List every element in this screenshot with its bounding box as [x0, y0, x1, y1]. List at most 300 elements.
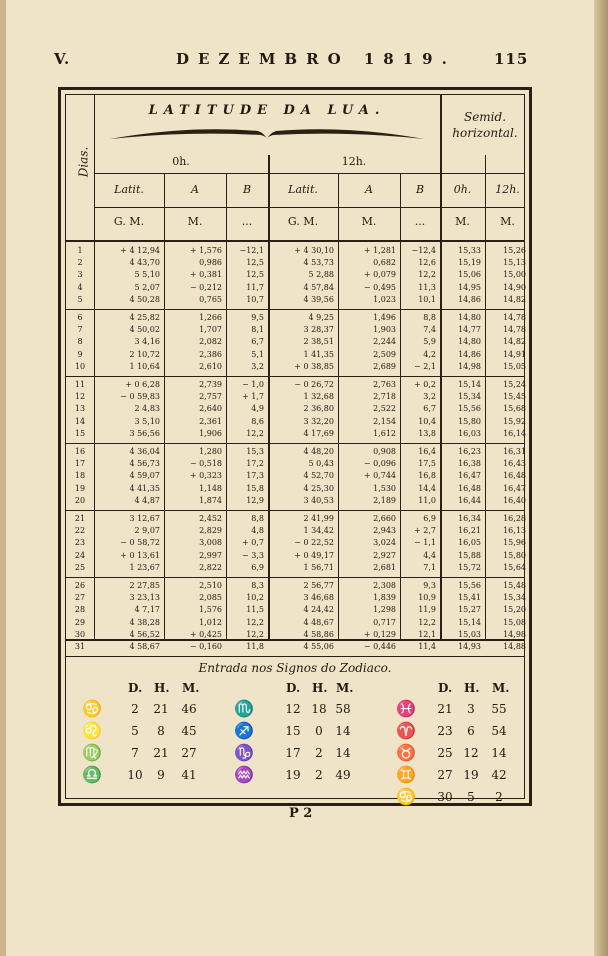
- table-cell: + 0,079: [363, 270, 396, 280]
- zodiac-sign-icon: ♋: [82, 699, 102, 718]
- zodiac-value: 58: [335, 702, 351, 716]
- table-cell: 2,386: [199, 349, 222, 359]
- table-cell: 1,839: [373, 593, 396, 603]
- table-cell: 15,68: [503, 404, 526, 414]
- table-cell: 3 28,37: [303, 325, 334, 335]
- zodiac-sign-icon: ♈: [396, 721, 416, 740]
- rule: [94, 173, 524, 174]
- page-edge: [594, 0, 608, 956]
- zodiac-value: 46: [181, 702, 197, 716]
- table-cell: 2,308: [373, 581, 396, 590]
- table-cell: 7,4: [423, 325, 436, 335]
- table-cell: 2,763: [373, 380, 396, 389]
- zodiac-value: 2: [315, 746, 323, 760]
- table-cell: + 0,2: [414, 380, 436, 389]
- group-rule: [66, 309, 524, 310]
- table-cell: 15,45: [503, 392, 526, 402]
- table-cell: 15,13: [503, 258, 526, 268]
- table-cell: 0,765: [199, 294, 222, 304]
- zodiac-value: 14: [335, 724, 351, 738]
- unit-head: ...: [414, 215, 426, 228]
- table-cell: 4 43,70: [129, 258, 160, 268]
- table-cell: 16,47: [458, 471, 481, 481]
- table-cell: 16,13: [503, 526, 526, 536]
- table-cell: 1,903: [373, 325, 396, 335]
- table-cell: 0,986: [199, 258, 222, 268]
- table-cell: 15,34: [503, 593, 526, 603]
- table-cell: 12,5: [246, 270, 264, 280]
- table-cell: 1,023: [373, 294, 396, 304]
- group-rule: [66, 577, 524, 578]
- table-cell: − 0,446: [363, 642, 396, 651]
- table-cell: 12,1: [418, 629, 436, 639]
- zodiac-value: 2: [315, 768, 323, 782]
- day-number: 29: [74, 617, 86, 627]
- table-cell: 17,3: [246, 471, 264, 481]
- table-cell: − 0,096: [363, 459, 396, 469]
- table-cell: + 0 13,61: [120, 550, 160, 560]
- day-number: 20: [74, 495, 86, 505]
- semid-header: [440, 95, 530, 155]
- table-cell: 10,1: [418, 294, 436, 304]
- rule: [66, 240, 524, 242]
- zodiac-value: 17: [285, 746, 301, 760]
- table-cell: 4 24,42: [303, 605, 334, 615]
- table-cell: 6,7: [423, 404, 436, 414]
- table-cell: 3 40,53: [303, 495, 334, 505]
- zodiac-col-head: M.: [182, 681, 200, 695]
- table-cell: 15,08: [503, 617, 526, 627]
- table-cell: 4 57,84: [303, 282, 334, 292]
- table-cell: 2,681: [373, 562, 396, 572]
- table-cell: 11,4: [418, 642, 436, 651]
- table-cell: 2 4,83: [134, 404, 160, 414]
- column-head: B: [415, 183, 425, 196]
- table-cell: 16,31: [503, 447, 526, 456]
- group-rule: [66, 510, 524, 511]
- rule: [94, 207, 524, 208]
- table-cell: 2 56,77: [303, 581, 334, 590]
- table-cell: 3,008: [199, 538, 222, 548]
- zodiac-value: 10: [127, 768, 143, 782]
- table-cell: 16,23: [458, 447, 481, 456]
- table-cell: 5,9: [423, 337, 436, 347]
- table-cell: 2 9,07: [134, 526, 160, 536]
- table-cell: − 0,212: [189, 282, 222, 292]
- table-cell: 1 10,64: [129, 361, 160, 371]
- table-cell: 14,77: [458, 325, 481, 335]
- table-cell: + 0 6,28: [125, 380, 160, 389]
- table-cell: + 2,7: [414, 526, 436, 536]
- table-cell: 2 41,99: [303, 514, 334, 523]
- table-cell: 15,80: [503, 550, 526, 560]
- table-cell: 16,4: [418, 447, 436, 456]
- zodiac-value: 14: [491, 746, 507, 760]
- zodiac-value: 12: [285, 702, 301, 716]
- table-cell: 1,906: [199, 428, 222, 438]
- zodiac-value: 21: [153, 702, 169, 716]
- table-cell: 2,829: [199, 526, 222, 536]
- column-head: B: [242, 183, 252, 196]
- table-cell: 2,943: [373, 526, 396, 536]
- table-cell: −12,1: [239, 246, 264, 255]
- zodiac-value: 0: [315, 724, 323, 738]
- rule: [338, 173, 339, 639]
- rule: [485, 155, 486, 639]
- table-cell: 4 7,17: [134, 605, 160, 615]
- day-number: 4: [77, 282, 83, 292]
- table-cell: + 0,744: [363, 471, 396, 481]
- zodiac-value: 15: [285, 724, 301, 738]
- zodiac-value: 7: [131, 746, 139, 760]
- table-cell: 14,98: [458, 361, 481, 371]
- latitude-header: [94, 95, 442, 155]
- table-cell: 2 27,85: [129, 581, 160, 590]
- table-cell: + 0 49,17: [294, 550, 334, 560]
- table-cell: 11,0: [418, 495, 436, 505]
- table-cell: + 4 30,10: [294, 246, 334, 255]
- table-cell: 16,48: [503, 471, 526, 481]
- table-cell: 15,34: [458, 392, 481, 402]
- table-cell: 1,707: [199, 325, 222, 335]
- table-cell: + 0,7: [242, 538, 264, 548]
- table-cell: 4 59,07: [129, 471, 160, 481]
- table-cell: 4 48,67: [303, 617, 334, 627]
- day-number: 26: [74, 581, 86, 590]
- book-page: [6, 0, 596, 956]
- day-number: 18: [74, 471, 86, 481]
- table-cell: 14,4: [418, 483, 436, 493]
- column-head: Latit.: [288, 183, 318, 196]
- table-cell: 4 50,02: [129, 325, 160, 335]
- table-cell: 16,8: [418, 471, 436, 481]
- table-cell: 1 32,68: [303, 392, 334, 402]
- signature-mark: P 2: [289, 806, 313, 821]
- table-cell: 15,24: [503, 380, 526, 389]
- table-cell: 4,9: [251, 404, 264, 414]
- zodiac-col-head: M.: [492, 681, 510, 695]
- zodiac-value: 19: [285, 768, 301, 782]
- table-cell: + 1,7: [242, 392, 264, 402]
- table-cell: 14,80: [458, 313, 481, 322]
- table-cell: 4 52,70: [303, 471, 334, 481]
- table-cell: 5 2,88: [308, 270, 334, 280]
- table-cell: 3 4,16: [134, 337, 160, 347]
- table-cell: 8,3: [251, 581, 264, 590]
- zodiac-value: 2: [495, 790, 503, 804]
- table-cell: 11,5: [246, 605, 264, 615]
- table-cell: 14,86: [458, 294, 481, 304]
- table-cell: 16,03: [458, 428, 481, 438]
- table-cell: 14,78: [503, 325, 526, 335]
- table-cell: 6,9: [251, 562, 264, 572]
- table-cell: 15,14: [458, 617, 481, 627]
- brace-decoration: [108, 123, 426, 141]
- table-cell: 15,72: [458, 562, 481, 572]
- zodiac-col-head: D.: [286, 681, 301, 695]
- column-head: A: [191, 183, 199, 196]
- zodiac-value: 5: [467, 790, 475, 804]
- table-cell: 6,7: [251, 337, 264, 347]
- day-number: 1: [77, 246, 83, 255]
- table-cell: 15,20: [503, 605, 526, 615]
- table-cell: 2,082: [199, 337, 222, 347]
- table-cell: 4 56,73: [129, 459, 160, 469]
- zodiac-value: 2: [131, 702, 139, 716]
- day-number: 22: [74, 526, 86, 536]
- table-cell: 1,148: [199, 483, 222, 493]
- zodiac-sign-icon: ♋: [396, 787, 416, 806]
- table-cell: 2 38,51: [303, 337, 334, 347]
- table-cell: 1,576: [199, 605, 222, 615]
- zodiac-title: Entrada nos Signos do Zodiaco.: [198, 661, 392, 675]
- day-number: 24: [74, 550, 86, 560]
- table-cell: 3 5,10: [134, 416, 160, 426]
- day-number: 10: [74, 361, 86, 371]
- table-cell: 15,41: [458, 593, 481, 603]
- zodiac-value: 27: [181, 746, 197, 760]
- table-cell: 8,1: [251, 325, 264, 335]
- table-cell: − 0,495: [363, 282, 396, 292]
- table-cell: 14,88: [503, 642, 526, 651]
- group-rule: [66, 443, 524, 444]
- day-number: 13: [74, 404, 86, 414]
- table-cell: 11,3: [418, 282, 436, 292]
- table-cell: 1,266: [199, 313, 222, 322]
- table-cell: 2,757: [199, 392, 222, 402]
- day-number: 23: [74, 538, 86, 548]
- table-cell: 11,8: [246, 642, 264, 651]
- section-mark: V.: [54, 50, 71, 68]
- table-cell: 15,8: [246, 483, 264, 493]
- table-cell: 15,27: [458, 605, 481, 615]
- table-cell: 2,660: [373, 514, 396, 523]
- table-cell: 4 48,20: [303, 447, 334, 456]
- day-number: 16: [74, 447, 86, 456]
- zodiac-value: 12: [463, 746, 479, 760]
- zodiac-col-head: H.: [464, 681, 480, 695]
- zodiac-value: 55: [491, 702, 507, 716]
- table-cell: 15,96: [503, 538, 526, 548]
- table-cell: 15,64: [503, 562, 526, 572]
- zodiac-value: 19: [463, 768, 479, 782]
- rule: [164, 173, 165, 639]
- table-cell: + 0,381: [189, 270, 222, 280]
- zodiac-sign-icon: ♒: [234, 765, 254, 784]
- table-cell: 4 58,67: [129, 642, 160, 651]
- table-cell: 4 39,56: [303, 294, 334, 304]
- zodiac-value: 30: [437, 790, 453, 804]
- dias-header: [66, 95, 95, 240]
- day-number: 7: [77, 325, 83, 335]
- zodiac-value: 27: [437, 768, 453, 782]
- unit-head: M.: [187, 215, 203, 228]
- hour-0-label: 0h.: [172, 155, 190, 168]
- table-cell: 3 46,68: [303, 593, 334, 603]
- table-cell: 1,530: [373, 483, 396, 493]
- table-cell: 5 5,10: [134, 270, 160, 280]
- table-body: [65, 94, 526, 806]
- day-number: 3: [77, 270, 83, 280]
- table-cell: 12,2: [418, 270, 436, 280]
- day-number: 15: [74, 428, 86, 438]
- table-cell: 10,4: [418, 416, 436, 426]
- table-cell: 15,14: [458, 380, 481, 389]
- table-cell: 15,88: [458, 550, 481, 560]
- day-number: 31: [74, 642, 86, 651]
- table-cell: 11,7: [246, 282, 264, 292]
- page-title: DEZEMBRO 1819.: [176, 50, 456, 68]
- table-cell: 14,82: [503, 337, 526, 347]
- table-cell: 12,6: [418, 258, 436, 268]
- rule: [66, 639, 524, 641]
- group-rule: [66, 376, 524, 377]
- zodiac-sign-icon: ♐: [234, 721, 254, 740]
- day-number: 28: [74, 605, 86, 615]
- table-cell: 2,522: [373, 404, 396, 414]
- table-cell: 15,33: [458, 246, 481, 255]
- unit-head: M.: [361, 215, 377, 228]
- day-number: 8: [77, 337, 83, 347]
- table-cell: 2,739: [199, 380, 222, 389]
- table-cell: 16,43: [503, 459, 526, 469]
- table-cell: 16,44: [458, 495, 481, 505]
- table-cell: 5 2,07: [134, 282, 160, 292]
- zodiac-sign-icon: ♑: [234, 743, 254, 762]
- table-cell: 15,05: [503, 361, 526, 371]
- day-number: 14: [74, 416, 86, 426]
- day-number: 6: [77, 313, 83, 322]
- table-cell: −12,4: [411, 246, 436, 255]
- table-cell: 2 36,80: [303, 404, 334, 414]
- table-cell: 4 38,28: [129, 617, 160, 627]
- zodiac-value: 45: [181, 724, 197, 738]
- table-cell: 16,48: [458, 483, 481, 493]
- column-head: A: [365, 183, 373, 196]
- table-cell: 4 58,86: [303, 629, 334, 639]
- table-cell: 1,298: [373, 605, 396, 615]
- zodiac-sign-icon: ♌: [82, 721, 102, 740]
- day-number: 27: [74, 593, 86, 603]
- unit-head: G. M.: [287, 215, 319, 228]
- table-cell: 1,612: [373, 428, 396, 438]
- table-cell: 11,9: [418, 605, 436, 615]
- zodiac-value: 21: [437, 702, 453, 716]
- table-cell: 15,92: [503, 416, 526, 426]
- column-head: 12h.: [495, 183, 520, 196]
- table-cell: 16,05: [458, 538, 481, 548]
- table-cell: − 0 26,72: [294, 380, 334, 389]
- table-cell: 4 56,52: [129, 629, 160, 639]
- table-cell: 10,9: [418, 593, 436, 603]
- table-cell: 14,80: [458, 337, 481, 347]
- table-cell: 1,874: [199, 495, 222, 505]
- zodiac-col-head: H.: [154, 681, 170, 695]
- table-cell: 10,2: [246, 593, 264, 603]
- table-cell: 17,5: [418, 459, 436, 469]
- zodiac-value: 42: [491, 768, 507, 782]
- day-number: 11: [74, 380, 86, 389]
- rule: [94, 95, 95, 639]
- table-cell: 16,21: [458, 526, 481, 536]
- table-cell: 14,95: [458, 282, 481, 292]
- table-cell: + 0 38,85: [294, 361, 334, 371]
- zodiac-sign-icon: ♉: [396, 743, 416, 762]
- table-cell: − 1,0: [242, 380, 264, 389]
- table-cell: 4 25,30: [303, 483, 334, 493]
- table-cell: 0,908: [373, 447, 396, 456]
- table-cell: 2,154: [373, 416, 396, 426]
- column-head: 0h.: [453, 183, 472, 196]
- table-cell: 0,717: [373, 617, 396, 627]
- zodiac-value: 54: [491, 724, 507, 738]
- table-cell: 9,3: [423, 581, 436, 590]
- zodiac-value: 23: [437, 724, 453, 738]
- zodiac-value: 14: [335, 746, 351, 760]
- table-cell: 2,640: [199, 404, 222, 414]
- table-cell: 15,00: [503, 270, 526, 280]
- table-cell: 4,4: [423, 550, 436, 560]
- table-cell: 4 41,35: [129, 483, 160, 493]
- zodiac-value: 9: [157, 768, 165, 782]
- table-cell: 15,80: [458, 416, 481, 426]
- table-cell: 3 12,67: [129, 514, 160, 523]
- rule: [400, 173, 401, 639]
- table-cell: 7,1: [423, 562, 436, 572]
- table-cell: − 2,1: [414, 361, 436, 371]
- table-cell: 16,38: [458, 459, 481, 469]
- zodiac-col-head: D.: [128, 681, 143, 695]
- table-cell: 4 53,73: [303, 258, 334, 268]
- table-cell: 3 23,13: [129, 593, 160, 603]
- zodiac-sign-icon: ♊: [396, 765, 416, 784]
- table-cell: 4 17,69: [303, 428, 334, 438]
- table-cell: 1,280: [199, 447, 222, 456]
- table-cell: − 0,160: [189, 642, 222, 651]
- zodiac-value: 6: [467, 724, 475, 738]
- table-cell: 4 50,28: [129, 294, 160, 304]
- table-cell: − 0 59,83: [120, 392, 160, 402]
- zodiac-value: 18: [311, 702, 327, 716]
- latitude-title: LATITUDE DA LUA.: [148, 103, 386, 118]
- table-cell: 12,5: [246, 258, 264, 268]
- table-cell: 9,5: [251, 313, 264, 322]
- table-cell: 10,7: [246, 294, 264, 304]
- table-cell: 4,2: [423, 349, 436, 359]
- zodiac-value: 8: [157, 724, 165, 738]
- table-cell: − 0 22,52: [294, 538, 334, 548]
- table-cell: 16,28: [503, 514, 526, 523]
- table-cell: 3,2: [251, 361, 264, 371]
- table-cell: 2,927: [373, 550, 396, 560]
- unit-head: G. M.: [113, 215, 145, 228]
- table-cell: 12,2: [246, 629, 264, 639]
- unit-head: ...: [241, 215, 253, 228]
- rule: [226, 173, 227, 639]
- table-cell: 3,2: [423, 392, 436, 402]
- day-number: 2: [77, 258, 83, 268]
- zodiac-sign-icon: ♏: [234, 699, 254, 718]
- semid-title: Semid. horizontal.: [452, 110, 518, 140]
- table-cell: 2,361: [199, 416, 222, 426]
- table-cell: 15,56: [458, 581, 481, 590]
- table-cell: 8,6: [251, 416, 264, 426]
- table-cell: + 4 12,94: [120, 246, 160, 255]
- table-cell: 2,610: [199, 361, 222, 371]
- table-cell: 8,8: [251, 514, 264, 523]
- day-number: 17: [74, 459, 86, 469]
- table-cell: 1,496: [373, 313, 396, 322]
